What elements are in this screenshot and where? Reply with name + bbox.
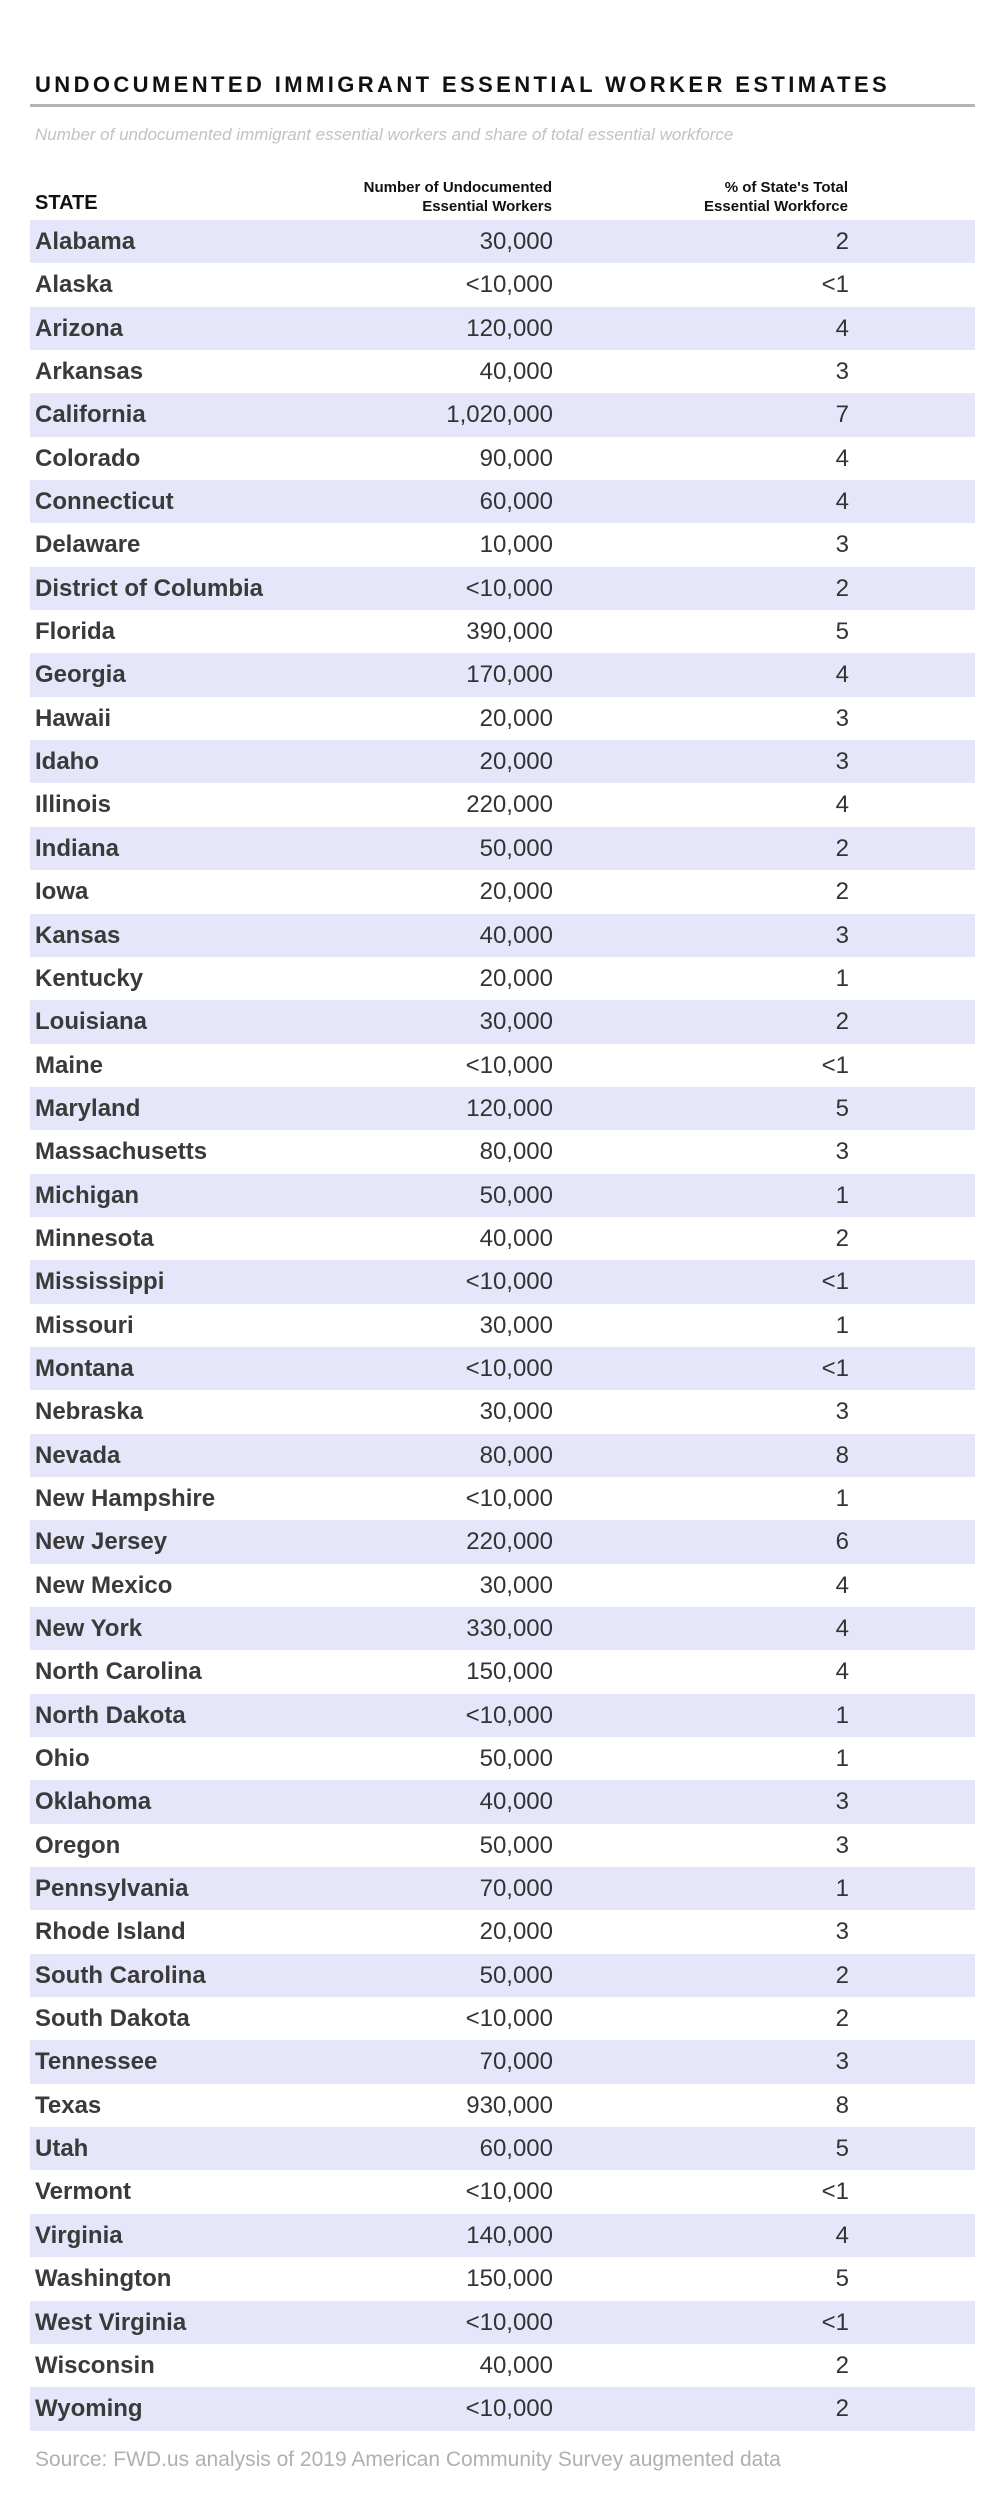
cell-state: Tennessee [35,2048,158,2076]
table-row [30,1910,975,1953]
cell-share: <1 [821,1354,849,1382]
cell-count: 70,000 [479,1875,553,1903]
cell-count: 40,000 [479,358,553,386]
table-row [30,1997,975,2040]
cell-count: 930,000 [466,2091,553,2119]
cell-share: 8 [835,2091,849,2119]
cell-count: 140,000 [466,2221,553,2249]
column-header-count [364,178,552,216]
cell-count: 120,000 [466,314,553,342]
cell-share: 4 [835,1658,849,1686]
cell-count: <10,000 [465,1268,553,1296]
cell-share: <1 [821,271,849,299]
table-row [30,1217,975,1260]
cell-state: Missouri [35,1311,134,1339]
column-header-count-line1: Number of Undocumented [363,179,552,196]
table-row [30,610,975,653]
cell-share: 8 [835,1441,849,1469]
cell-share: 3 [835,748,849,776]
table-row [30,914,975,957]
table-row [30,2127,975,2170]
cell-share: <1 [821,1051,849,1079]
cell-share: 5 [835,2265,849,2293]
cell-state: Michigan [35,1181,140,1209]
cell-count: 390,000 [466,618,553,646]
cell-share: 2 [835,878,849,906]
cell-share: 4 [835,444,849,472]
cell-share: 4 [835,1615,849,1642]
cell-state: Utah [35,2135,89,2163]
table-row [30,827,975,870]
cell-count: <10,000 [465,1051,553,1079]
cell-share: 5 [835,618,849,646]
cell-share: 2 [835,1961,849,1989]
table-row [30,1260,975,1303]
cell-count: 220,000 [466,791,553,819]
cell-count: 40,000 [479,1788,553,1816]
cell-count: 50,000 [479,1181,553,1209]
cell-count: 50,000 [479,1961,553,1989]
cell-count: <10,000 [465,271,553,299]
cell-count: 120,000 [466,1094,553,1122]
cell-share: 4 [835,488,849,516]
cell-count: 30,000 [479,1571,553,1599]
table-row [30,1477,975,1520]
cell-share: 2 [835,834,849,862]
cell-share: 2 [835,2005,849,2033]
table-row [30,740,975,783]
cell-count: 80,000 [479,1138,553,1166]
column-header-share-line1: % of State's Total [724,179,848,196]
chart-subtitle: Number of undocumented immigrant essential workers and share of total essential workforce [35,125,734,144]
cell-share: 4 [835,314,849,342]
cell-count: 150,000 [466,1658,553,1686]
cell-state: Maine [35,1051,104,1079]
table-row [30,2040,975,2083]
cell-share: 2 [835,228,849,255]
table-row [30,523,975,566]
table-row [30,1000,975,1043]
cell-share: 3 [835,531,849,559]
cell-state: Nevada [35,1441,121,1469]
cell-state: New Hampshire [35,1484,216,1512]
table-row [30,567,975,610]
table-row [30,1130,975,1173]
cell-count: 30,000 [479,1311,553,1339]
cell-share: 3 [835,1831,849,1859]
cell-share: 3 [835,2048,849,2076]
cell-state: District of Columbia [35,574,264,602]
cell-state: Indiana [35,834,120,862]
cell-count: <10,000 [465,1701,553,1729]
cell-state: Idaho [35,748,99,776]
cell-state: New York [35,1615,143,1642]
cell-state: Arkansas [35,358,144,386]
cell-state: Colorado [35,444,141,472]
cell-share: 7 [835,401,849,429]
cell-state: Hawaii [35,704,112,732]
cell-count: 60,000 [479,2135,553,2163]
cell-state: Texas [35,2091,102,2119]
cell-state: South Carolina [35,1961,206,1989]
cell-count: 20,000 [479,1918,553,1946]
cell-state: Delaware [35,531,141,559]
cell-state: Vermont [35,2178,132,2206]
table-row [30,2170,975,2213]
cell-count: 60,000 [479,488,553,516]
table-row [30,1650,975,1693]
cell-share: 3 [835,704,849,732]
table-row [30,393,975,436]
cell-state: California [35,401,146,429]
cell-count: 20,000 [479,878,553,906]
cell-count: 10,000 [479,531,553,559]
cell-share: 1 [835,1875,849,1903]
cell-state: Florida [35,618,116,646]
cell-state: Wisconsin [35,2351,155,2379]
cell-state: Arizona [35,314,124,342]
cell-state: Maryland [35,1094,141,1122]
cell-share: <1 [821,2178,849,2206]
cell-state: North Dakota [35,1701,186,1729]
table-row [30,2214,975,2257]
table-row [30,480,975,523]
table-row [30,1520,975,1563]
cell-share: 2 [835,1224,849,1252]
cell-state: Oregon [35,1831,121,1859]
cell-count: 50,000 [479,834,553,862]
cell-count: 30,000 [479,1008,553,1036]
cell-share: 5 [835,2135,849,2163]
cell-count: 80,000 [479,1441,553,1469]
cell-count: <10,000 [465,2005,553,2033]
table-row [30,1607,975,1650]
cell-count: 1,020,000 [446,401,553,429]
chart-title: UNDOCUMENTED IMMIGRANT ESSENTIAL WORKER ESTIMATES [35,72,891,97]
cell-state: Mississippi [35,1268,165,1296]
cell-count: 30,000 [479,228,553,255]
cell-share: 1 [835,1181,849,1209]
cell-count: 220,000 [466,1528,553,1556]
table-row [30,870,975,913]
cell-share: 3 [835,1398,849,1426]
cell-state: Kansas [35,921,121,949]
cell-share: <1 [821,1268,849,1296]
table-row [30,350,975,393]
cell-state: Kentucky [35,964,144,992]
cell-count: <10,000 [465,1354,553,1382]
cell-state: Minnesota [35,1224,154,1252]
cell-count: 50,000 [479,1831,553,1859]
cell-share: 1 [835,1484,849,1512]
table-row [30,1434,975,1477]
cell-share: 1 [835,1745,849,1773]
cell-state: Virginia [35,2221,123,2249]
cell-count: 20,000 [479,748,553,776]
column-header-count-line2: Essential Workers [422,198,552,215]
table-row [30,307,975,350]
source-note: Source: FWD.us analysis of 2019 American Community Survey augmented data [35,2448,781,2471]
table-row [30,2084,975,2127]
cell-share: 4 [835,791,849,819]
table-row [30,2344,975,2387]
cell-state: New Mexico [35,1571,173,1599]
cell-state: Louisiana [35,1008,148,1036]
cell-share: 3 [835,1788,849,1816]
cell-state: Ohio [35,1745,90,1773]
cell-state: Washington [35,2265,172,2293]
cell-state: Massachusetts [35,1138,208,1166]
cell-state: Georgia [35,661,126,689]
table-row [30,957,975,1000]
cell-share: 3 [835,1138,849,1166]
cell-count: <10,000 [465,2308,553,2336]
cell-share: 5 [835,1094,849,1122]
cell-share: 2 [835,574,849,602]
cell-state: Alabama [35,228,136,255]
cell-share: 4 [835,661,849,689]
cell-share: 6 [835,1528,849,1556]
cell-share: 4 [835,1571,849,1599]
cell-share: 2 [835,1008,849,1036]
cell-share: 3 [835,1918,849,1946]
cell-state: Rhode Island [35,1918,186,1946]
table-row [30,783,975,826]
cell-count: 70,000 [479,2048,553,2076]
cell-share: 1 [835,1701,849,1729]
table-row [30,437,975,480]
table-body [30,220,975,2431]
table-row [30,697,975,740]
table-row [30,1044,975,1087]
table-row [30,2301,975,2344]
cell-count: 40,000 [479,1224,553,1252]
cell-count: 90,000 [479,444,553,472]
cell-state: New Jersey [35,1528,168,1556]
table-row [30,1737,975,1780]
column-header-share-line2: Essential Workforce [704,198,848,215]
cell-state: Oklahoma [35,1788,152,1816]
table-row [30,263,975,306]
cell-share: <1 [821,2308,849,2336]
table-row [30,1564,975,1607]
cell-share: 2 [835,2351,849,2379]
cell-state: North Carolina [35,1658,202,1686]
cell-count: 40,000 [479,921,553,949]
cell-count: 150,000 [466,2265,553,2293]
cell-count: <10,000 [465,2178,553,2206]
title-divider [30,104,975,107]
cell-state: South Dakota [35,2005,190,2033]
cell-share: 3 [835,358,849,386]
cell-state: Iowa [35,878,89,906]
table-row [30,1087,975,1130]
cell-state: Montana [35,1354,134,1382]
table-row [30,1304,975,1347]
cell-state: Pennsylvania [35,1875,189,1903]
cell-count: 30,000 [479,1398,553,1426]
table-row [30,1824,975,1867]
table-row [30,1867,975,1910]
cell-count: <10,000 [465,574,553,602]
cell-count: <10,000 [465,2395,553,2423]
table-row [30,1347,975,1390]
table-row [30,1694,975,1737]
cell-count: 170,000 [466,661,553,689]
table-row [30,1780,975,1823]
cell-count: 40,000 [479,2351,553,2379]
cell-count: 20,000 [479,964,553,992]
cell-count: 50,000 [479,1745,553,1773]
cell-share: 1 [835,1311,849,1339]
table-row [30,2387,975,2430]
cell-count: <10,000 [465,1484,553,1512]
table-row [30,653,975,696]
cell-state: Nebraska [35,1398,144,1426]
cell-share: 3 [835,921,849,949]
cell-share: 2 [835,2395,849,2423]
table-row [30,1954,975,1997]
cell-share: 4 [835,2221,849,2249]
table-row [30,1174,975,1217]
cell-state: Illinois [35,791,112,819]
column-header-share [704,178,848,216]
cell-state: Alaska [35,271,113,299]
column-header-state: STATE [35,192,98,214]
cell-state: West Virginia [35,2308,187,2336]
table-row [30,1390,975,1433]
table-row [30,2257,975,2300]
cell-count: 330,000 [466,1615,553,1642]
table-row [30,220,975,263]
cell-share: 1 [835,964,849,992]
cell-state: Connecticut [35,488,174,516]
cell-count: 20,000 [479,704,553,732]
cell-state: Wyoming [35,2395,143,2423]
